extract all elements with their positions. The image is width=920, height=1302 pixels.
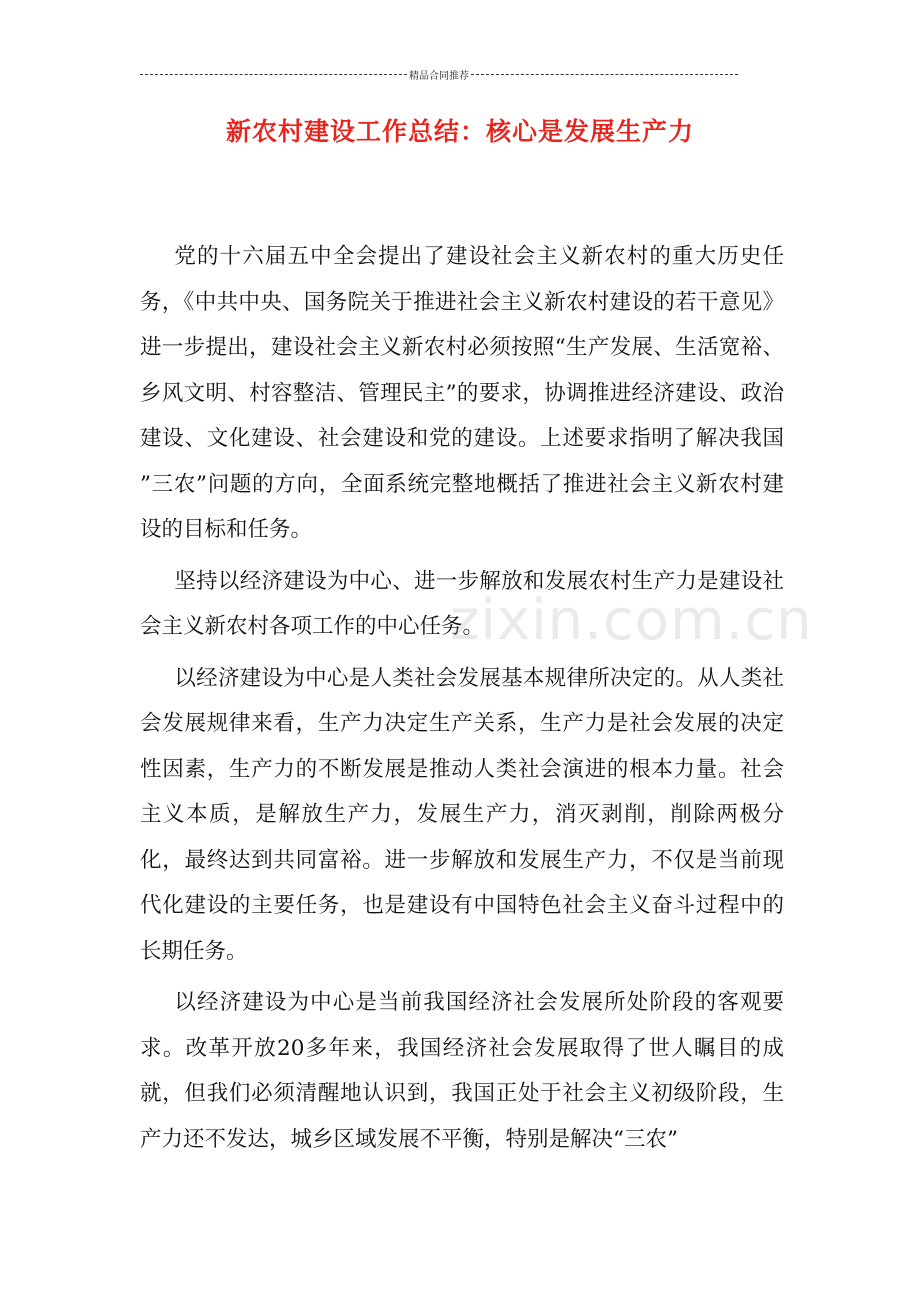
paragraph-3: 以经济建设为中心是人类社会发展基本规律所决定的。从人类社会发展规律来看，生产力决定生产关系，生产力是社会发展的决定性因素，生产力的不断发展是推动人类社会演进的根本力量。社会主义本质，是解放生产力，发展生产力，消灭剥削，削除两极分化，最终达到共同富裕。进一步解放和发展生产力，不仅是当前现代化建设的主要任务，也是建设有中国特色社会主义奋斗过程中的长期任务。 (140, 665, 784, 964)
header-dash-right (471, 74, 738, 75)
document-body (140, 234, 784, 1162)
watermark-text: zixin.com.cn (450, 588, 813, 653)
document-title: 新农村建设工作总结：核心是发展生产力 (225, 117, 694, 146)
header-dash-left (140, 74, 407, 75)
header-divider (140, 64, 738, 84)
header-label: 精品合同推荐 (409, 70, 469, 82)
paragraph-1: 党的十六届五中全会提出了建设社会主义新农村的重大历史任务，《中共中央、国务院关于推进社会主义新农村建设的若干意见》进一步提出，建设社会主义新农村必须按照“生产发展、生活宽裕、乡风文明、村容整洁、管理民主”的要求，协调推进经济建设、政治建设、文化建设、社会建设和党的建设。上述要求指明了解决我国 ”三农”问题的方向，全面系统完整地概括了推进社会主义新农村建设的目标和任务。 (140, 244, 784, 542)
paragraph-4: 以经济建设为中心是当前我国经济社会发展所处阶段的客观要求。改革开放20多年来，我国经济社会发展取得了世人瞩目的成就，但我们必须清醒地认识到，我国正处于社会主义初级阶段，生产力还不发达，城乡区域发展不平衡，特别是解决“三农” (140, 990, 784, 1152)
paragraph-2: 坚持以经济建设为中心、进一步解放和发展农村生产力是建设社会主义新农村各项工作的中心任务。 (140, 568, 784, 639)
